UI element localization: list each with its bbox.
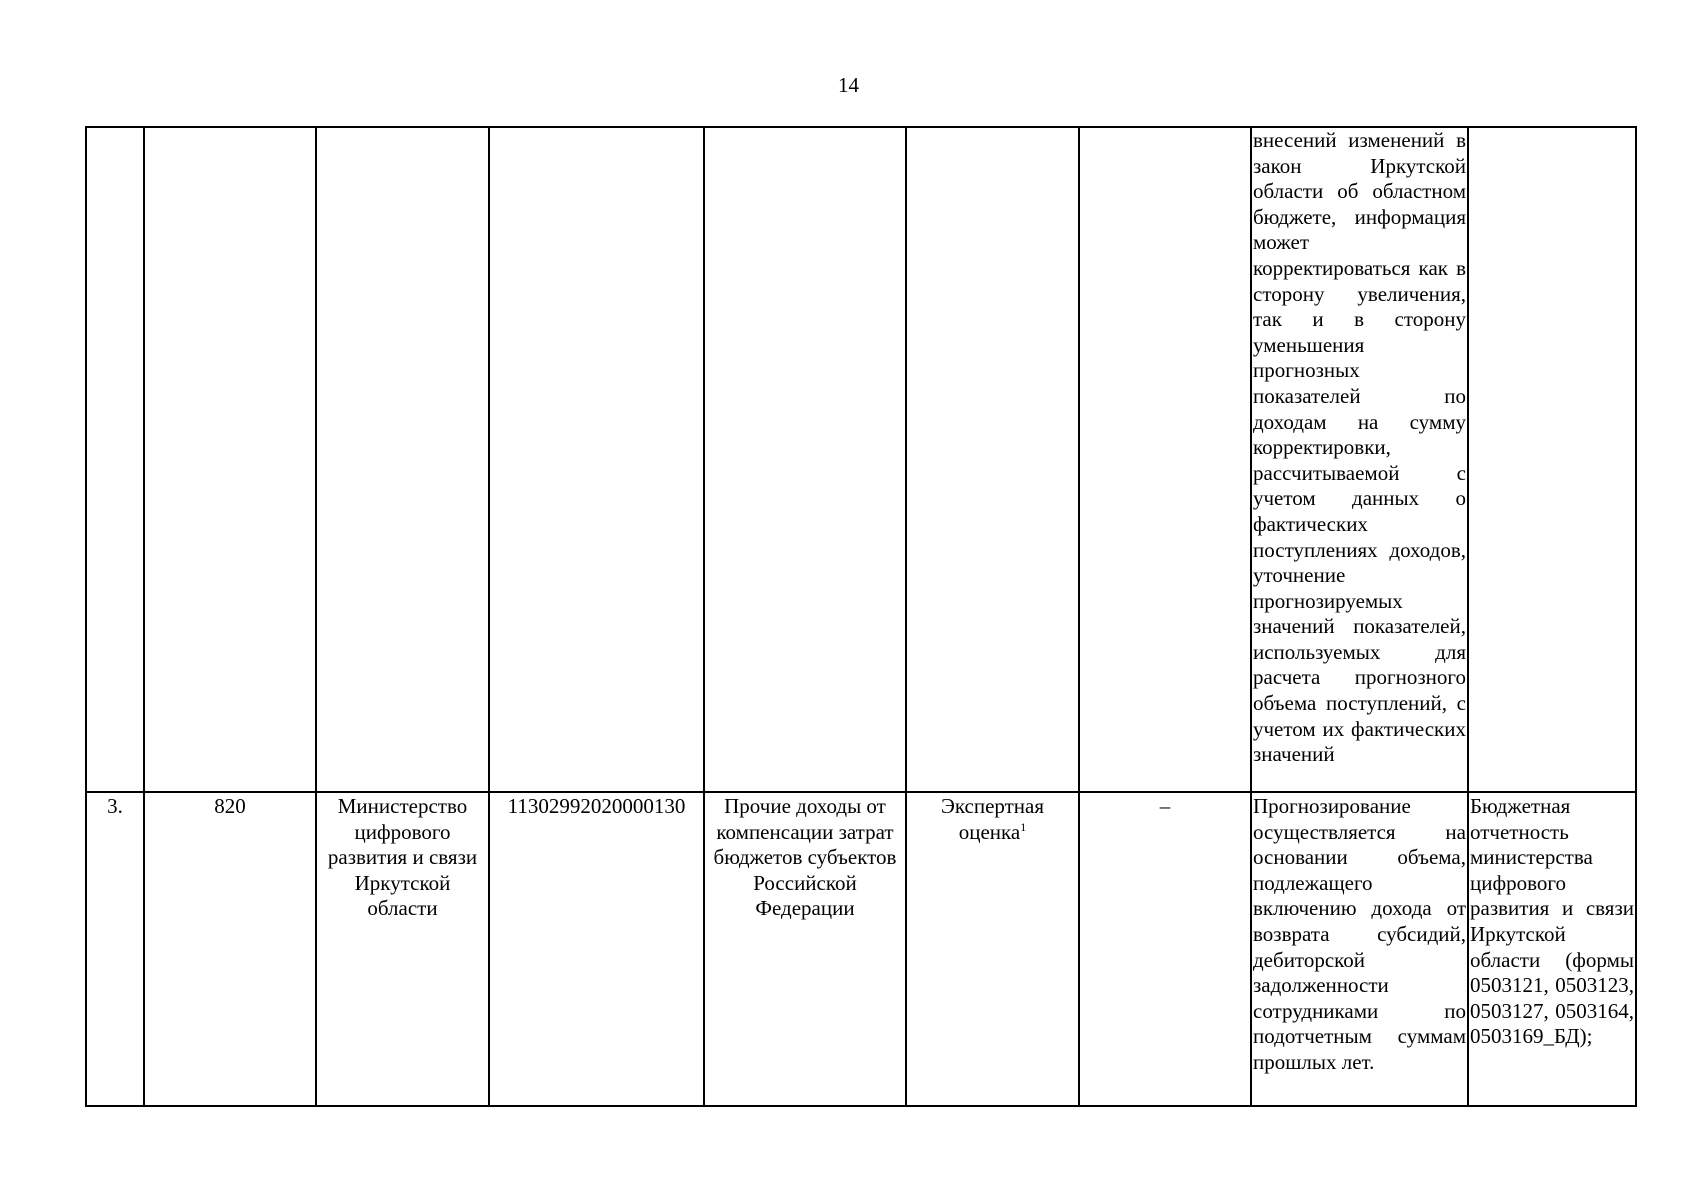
source-text: Бюджетная отчетность министерства цифрового развития и связи Иркутской области (формы 0503121, 0503123, 0503127, 0503164, 0503169_БД);: [1470, 794, 1634, 1049]
table-row-continuation: [86, 127, 1636, 792]
table-cell-algorithm-continued: [1251, 127, 1468, 792]
page-number: 14: [838, 73, 859, 97]
footnote-marker: 1: [1020, 819, 1027, 834]
algorithm-text: Прогнозирование осуществляется на основании объема, подлежащего включению дохода от возврата субсидий, дебиторской задолженности сотрудниками по подотчетным суммам прошлых лет.: [1253, 794, 1466, 1074]
kbk-code: 11302992020000130: [507, 794, 686, 818]
table-cell-empty: [1468, 127, 1636, 792]
table-cell-empty: [86, 127, 144, 792]
table-cell-empty: [1079, 127, 1251, 792]
income-name: Прочие доходы от компенсации затрат бюджетов субъектов Российской Федерации: [713, 794, 897, 921]
admin-name: Министерство цифрового развития и связи Иркутской области: [327, 794, 478, 921]
income-forecast-table: [85, 126, 1637, 1107]
table-cell-empty: [489, 127, 704, 792]
table-cell-kbk: [489, 792, 704, 1106]
method: Экспертная оценка: [940, 794, 1045, 844]
admin-code: 820: [214, 794, 246, 818]
table-cell-income-name: [704, 792, 906, 1106]
table-cell-empty: [906, 127, 1079, 792]
table-cell-empty: [144, 127, 316, 792]
table-cell-empty: [316, 127, 489, 792]
table-cell-algorithm: [1251, 792, 1468, 1106]
table-cell-empty: [704, 127, 906, 792]
table-cell-method: [906, 792, 1079, 1106]
table-cell-admin-code: [144, 792, 316, 1106]
table-cell-row-number: [86, 792, 144, 1106]
formula: –: [1159, 794, 1171, 818]
table-cell-source: [1468, 792, 1636, 1106]
table-cell-admin-name: [316, 792, 489, 1106]
table-cell-formula: [1079, 792, 1251, 1106]
algorithm-continued-text: внесений изменений в закон Иркутской области об областном бюджете, информация может корректироваться как в сторону увеличения, так и в сторону уменьшения прогнозных показателей по доходам на сумму корректировки, рассчитываемой с учетом данных о фактических поступлениях доходов, уточнение прогнозируемых значений показателей, используемых для расчета прогнозного объема поступлений, с учетом их фактических значений: [1253, 128, 1466, 767]
table-row: [86, 792, 1636, 1106]
row-number: 3.: [107, 794, 123, 818]
